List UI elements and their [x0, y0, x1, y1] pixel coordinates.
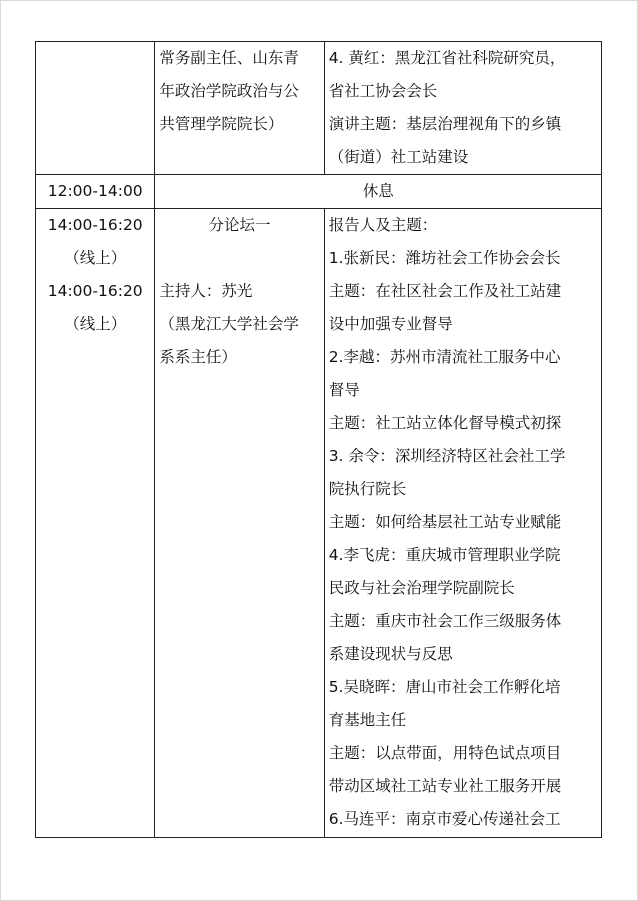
report-line: 5.吴晓晖：唐山市社会工作孵化培 [328, 678, 561, 696]
report-line: 主题：重庆市社会工作三级服务体 [328, 612, 562, 630]
report-line: 报告人及主题： [328, 216, 438, 234]
time-text: 14:00-16:20 [47, 282, 143, 300]
time-cell [36, 209, 155, 838]
report-line: 院执行院长 [328, 480, 407, 498]
text-line: 常务副主任、山东青 [159, 49, 299, 67]
online-note: （线上） [64, 315, 127, 333]
report-line: 4.李飞虎：重庆城市管理职业学院 [328, 546, 561, 564]
report-line: 3. 余令：深圳经济特区社会社工学 [328, 447, 566, 465]
speaker-cell [324, 209, 601, 838]
report-line: 主题：如何给基层社工站专业赋能 [328, 513, 562, 531]
forum-title: 分论坛一 [208, 216, 271, 234]
time-cell [36, 42, 155, 175]
table-row [36, 42, 602, 175]
table-row [36, 175, 602, 209]
report-line: 6.马连平：南京市爱心传递社会工 [328, 810, 561, 828]
report-line: 2.李越：苏州市清流社工服务中心 [328, 348, 561, 366]
text-line: 演讲主题：基层治理视角下的乡镇 [328, 115, 562, 133]
text-line: 共管理学院院长） [159, 115, 284, 133]
schedule-table [35, 41, 602, 838]
host-line: （黑龙江大学社会学 [159, 315, 299, 333]
report-line: 主题：以点带面，用特色试点项目 [328, 744, 562, 762]
text-line: 省社工协会会长 [328, 82, 438, 100]
host-line: 主持人：苏光 [159, 282, 253, 300]
report-line: 民政与社会治理学院副院长 [328, 579, 515, 597]
host-cell [155, 209, 324, 838]
text-line: 年政治学院政治与公 [159, 82, 299, 100]
report-line: 主题：社工站立体化督导模式初探 [328, 414, 562, 432]
speaker-cell [324, 42, 601, 175]
report-line: 带动区域社工站专业社工服务开展 [328, 777, 562, 795]
online-note: （线上） [64, 249, 127, 267]
table-row [36, 209, 602, 838]
host-cell [155, 42, 324, 175]
break-label: 休息 [155, 175, 602, 209]
time-text: 14:00-16:20 [47, 216, 143, 234]
time-cell: 12:00-14:00 [36, 175, 155, 209]
text-line: （街道）社工站建设 [328, 148, 469, 166]
report-line: 督导 [328, 381, 360, 399]
host-line: 系系主任） [159, 348, 237, 366]
report-line: 1.张新民：潍坊社会工作协会会长 [328, 249, 561, 267]
report-line: 育基地主任 [328, 711, 407, 729]
report-line: 主题：在社区社会工作及社工站建 [328, 282, 562, 300]
report-line: 设中加强专业督导 [328, 315, 453, 333]
text-line: 4. 黄红：黑龙江省社科院研究员， [328, 49, 566, 67]
report-line: 系建设现状与反思 [328, 645, 453, 663]
